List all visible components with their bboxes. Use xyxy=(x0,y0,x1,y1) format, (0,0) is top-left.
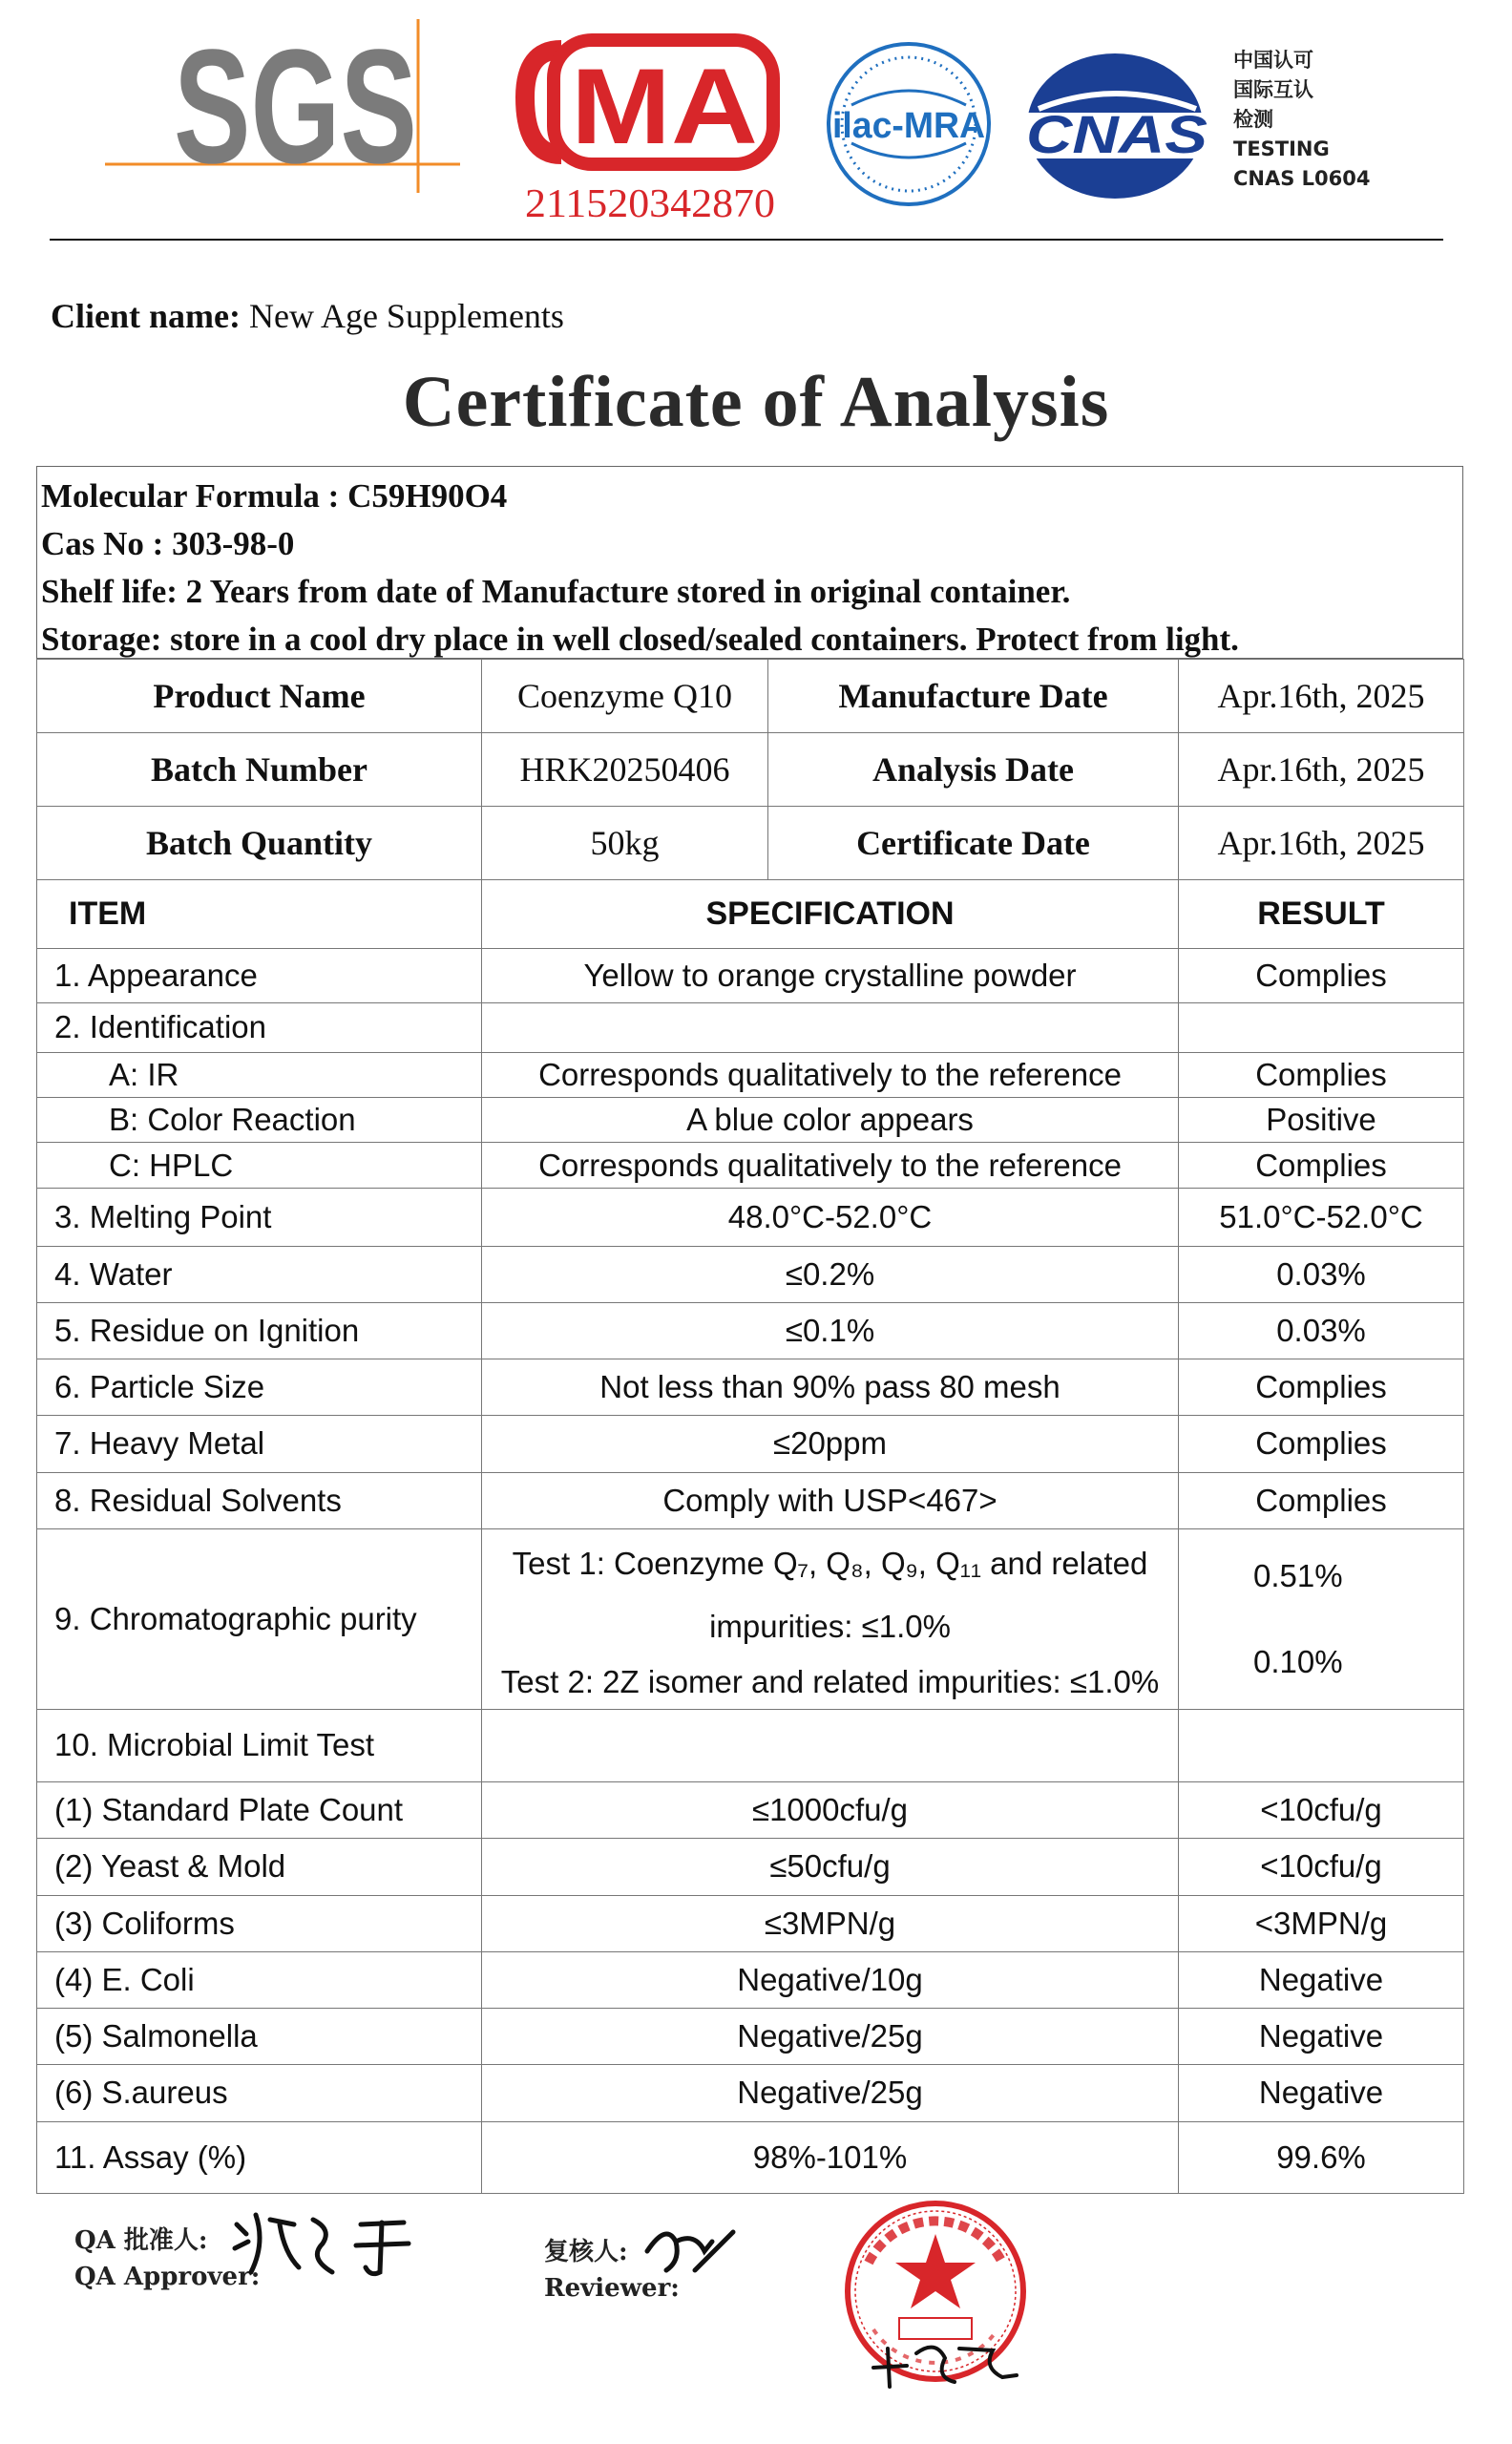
product-row xyxy=(37,806,1464,879)
spec-cell: 48.0°C-52.0°C xyxy=(482,1189,1179,1246)
result-cell: <3MPN/g xyxy=(1179,1895,1464,1951)
spec-cell xyxy=(482,1528,1179,1709)
item-cell: 7. Heavy Metal xyxy=(37,1416,482,1472)
reviewer-label-en: Reviewer: xyxy=(544,2274,680,2303)
result-cell: Complies xyxy=(1179,1143,1464,1189)
item-cell: 1. Appearance xyxy=(37,949,482,1002)
spec-cell: ≤0.1% xyxy=(482,1302,1179,1359)
spec-cell: Yellow to orange crystalline powder xyxy=(482,949,1179,1002)
item-cell: (6) S.aureus xyxy=(37,2065,482,2121)
spec-cell: Negative/25g xyxy=(482,2009,1179,2065)
storage-conditions: Storage: store in a cool dry place in well closed/sealed containers. Protect from light. xyxy=(41,621,1239,658)
cma-logo xyxy=(515,21,783,226)
seal-star-icon xyxy=(895,2234,976,2308)
result-cell: Positive xyxy=(1179,1097,1464,1142)
table-row xyxy=(37,1097,1464,1142)
qa-label-en: QA Approver: xyxy=(74,2263,261,2291)
table-row xyxy=(37,1359,1464,1416)
result-cell xyxy=(1179,1709,1464,1781)
item-cell: 10. Microbial Limit Test xyxy=(37,1709,482,1781)
product-value: Apr.16th, 2025 xyxy=(1179,806,1464,879)
cnas-logo xyxy=(1019,50,1215,202)
seal-signature xyxy=(869,2310,1021,2396)
item-cell: B: Color Reaction xyxy=(37,1097,482,1142)
item-cell: (1) Standard Plate Count xyxy=(37,1782,482,1839)
product-label: Batch Number xyxy=(37,733,482,806)
table-row xyxy=(37,1416,1464,1472)
cma-number: 211520342870 xyxy=(525,182,775,226)
table-row xyxy=(37,1528,1464,1709)
result-cell: <10cfu/g xyxy=(1179,1782,1464,1839)
spec-cell: A blue color appears xyxy=(482,1097,1179,1142)
item-cell: 3. Melting Point xyxy=(37,1189,482,1246)
header-divider xyxy=(50,239,1443,241)
purity-spec-line: Test 1: Coenzyme Q₇, Q₈, Q₉, Q₁₁ and related xyxy=(512,1545,1148,1581)
header-result: RESULT xyxy=(1179,879,1464,948)
spec-cell xyxy=(482,1709,1179,1781)
table-row xyxy=(37,1895,1464,1951)
qa-signature xyxy=(227,2205,418,2282)
result-cell: <10cfu/g xyxy=(1179,1839,1464,1895)
client-name-line xyxy=(51,296,564,336)
document-title: Certificate of Analysis xyxy=(402,362,1110,442)
result-cell: Complies xyxy=(1179,949,1464,1002)
purity-result: 0.10% xyxy=(1253,1643,1343,1679)
table-row xyxy=(37,1143,1464,1189)
table-row xyxy=(37,1951,1464,2008)
product-row xyxy=(37,733,1464,806)
compound-info-box xyxy=(36,466,1463,659)
table-row xyxy=(37,1052,1464,1097)
table-row xyxy=(37,1302,1464,1359)
header-item: ITEM xyxy=(37,879,482,948)
cnas-accreditation-text xyxy=(1233,46,1424,194)
qa-signature-strokes xyxy=(235,2215,409,2274)
table-row xyxy=(37,1709,1464,1781)
result-cell: Negative xyxy=(1179,2065,1464,2121)
item-cell: C: HPLC xyxy=(37,1143,482,1189)
table-row xyxy=(37,1002,1464,1052)
result-cell: Complies xyxy=(1179,1359,1464,1416)
product-value: Apr.16th, 2025 xyxy=(1179,733,1464,806)
item-cell: (4) E. Coli xyxy=(37,1951,482,2008)
table-row xyxy=(37,1782,1464,1839)
reviewer-signature-strokes xyxy=(647,2232,733,2270)
spec-cell: Corresponds qualitatively to the reference xyxy=(482,1143,1179,1189)
table-row xyxy=(37,1839,1464,1895)
molecular-formula: Molecular Formula : C59H90O4 xyxy=(41,477,508,515)
spec-cell: Corresponds qualitatively to the reference xyxy=(482,1052,1179,1097)
product-label: Certificate Date xyxy=(768,806,1179,879)
item-cell: 9. Chromatographic purity xyxy=(37,1528,482,1709)
table-row xyxy=(37,2121,1464,2194)
result-cell: 0.03% xyxy=(1179,1302,1464,1359)
cnas-line: CNAS L0604 xyxy=(1233,167,1371,190)
product-value: 50kg xyxy=(482,806,768,879)
product-label: Product Name xyxy=(37,660,482,733)
item-cell: 4. Water xyxy=(37,1246,482,1302)
client-name-label: Client name: xyxy=(51,297,241,335)
reviewer-label-cn: 复核人: xyxy=(544,2238,628,2266)
header-specification: SPECIFICATION xyxy=(482,879,1179,948)
product-row xyxy=(37,660,1464,733)
spec-cell: 98%-101% xyxy=(482,2121,1179,2194)
product-label: Manufacture Date xyxy=(768,660,1179,733)
spec-cell: Negative/10g xyxy=(482,1951,1179,2008)
product-value: Apr.16th, 2025 xyxy=(1179,660,1464,733)
product-value: Coenzyme Q10 xyxy=(482,660,768,733)
table-row xyxy=(37,2065,1464,2121)
item-cell: A: IR xyxy=(37,1052,482,1097)
ilac-mra-logo xyxy=(823,38,995,210)
table-row xyxy=(37,1472,1464,1528)
product-label: Batch Quantity xyxy=(37,806,482,879)
client-name-value: New Age Supplements xyxy=(248,297,564,335)
cnas-line: 中国认可 xyxy=(1233,49,1313,72)
result-cell: Negative xyxy=(1179,2009,1464,2065)
item-cell: (3) Coliforms xyxy=(37,1895,482,1951)
spec-cell: Comply with USP<467> xyxy=(482,1472,1179,1528)
reviewer-signature xyxy=(638,2213,743,2280)
result-cell: 99.6% xyxy=(1179,2121,1464,2194)
result-cell: 51.0°C-52.0°C xyxy=(1179,1189,1464,1246)
result-cell: Negative xyxy=(1179,1951,1464,2008)
purity-result: 0.51% xyxy=(1253,1557,1343,1593)
table-row xyxy=(37,2009,1464,2065)
product-value: HRK20250406 xyxy=(482,733,768,806)
seal-signature-strokes xyxy=(873,2348,1017,2387)
table-row xyxy=(37,1246,1464,1302)
spec-cell: ≤1000cfu/g xyxy=(482,1782,1179,1839)
result-cell: Complies xyxy=(1179,1052,1464,1097)
result-cell: Complies xyxy=(1179,1416,1464,1472)
spec-cell xyxy=(482,1002,1179,1052)
result-cell: 0.03% xyxy=(1179,1246,1464,1302)
item-cell: (2) Yeast & Mold xyxy=(37,1839,482,1895)
purity-spec-line: Test 2: 2Z isomer and related impurities: ≤1.0% xyxy=(500,1663,1160,1699)
spec-cell: Not less than 90% pass 80 mesh xyxy=(482,1359,1179,1416)
qa-label-cn: QA 批准人: xyxy=(74,2226,208,2255)
item-cell: (5) Salmonella xyxy=(37,2009,482,2065)
purity-spec-line: impurities: ≤1.0% xyxy=(709,1608,951,1644)
item-cell: 6. Particle Size xyxy=(37,1359,482,1416)
test-header-row xyxy=(37,879,1464,948)
result-cell xyxy=(1179,1002,1464,1052)
product-label: Analysis Date xyxy=(768,733,1179,806)
spec-cell: Negative/25g xyxy=(482,2065,1179,2121)
cnas-line: TESTING xyxy=(1233,137,1330,160)
cnas-logo-text: CNAS xyxy=(1026,104,1208,164)
table-row xyxy=(37,1189,1464,1246)
item-cell: 11. Assay (%) xyxy=(37,2121,482,2194)
item-cell: 5. Residue on Ignition xyxy=(37,1302,482,1359)
table-row xyxy=(37,949,1464,1002)
cas-number: Cas No : 303-98-0 xyxy=(41,525,295,562)
spec-cell: ≤0.2% xyxy=(482,1246,1179,1302)
result-cell: Complies xyxy=(1179,1472,1464,1528)
spec-cell: ≤50cfu/g xyxy=(482,1839,1179,1895)
item-cell: 8. Residual Solvents xyxy=(37,1472,482,1528)
sgs-logo-text: SGS xyxy=(174,16,417,198)
spec-cell: ≤20ppm xyxy=(482,1416,1179,1472)
ilac-logo-text: ilac-MRA xyxy=(832,106,985,146)
cma-logo-text: MA xyxy=(571,47,758,166)
result-cell xyxy=(1179,1528,1464,1709)
sgs-logo xyxy=(105,16,472,198)
cnas-line: 检测 xyxy=(1233,108,1273,131)
analysis-table xyxy=(36,659,1464,2194)
spec-cell: ≤3MPN/g xyxy=(482,1895,1179,1951)
cnas-line: 国际互认 xyxy=(1233,78,1313,101)
item-cell: 2. Identification xyxy=(37,1002,482,1052)
shelf-life: Shelf life: 2 Years from date of Manufacture stored in original container. xyxy=(41,573,1071,610)
